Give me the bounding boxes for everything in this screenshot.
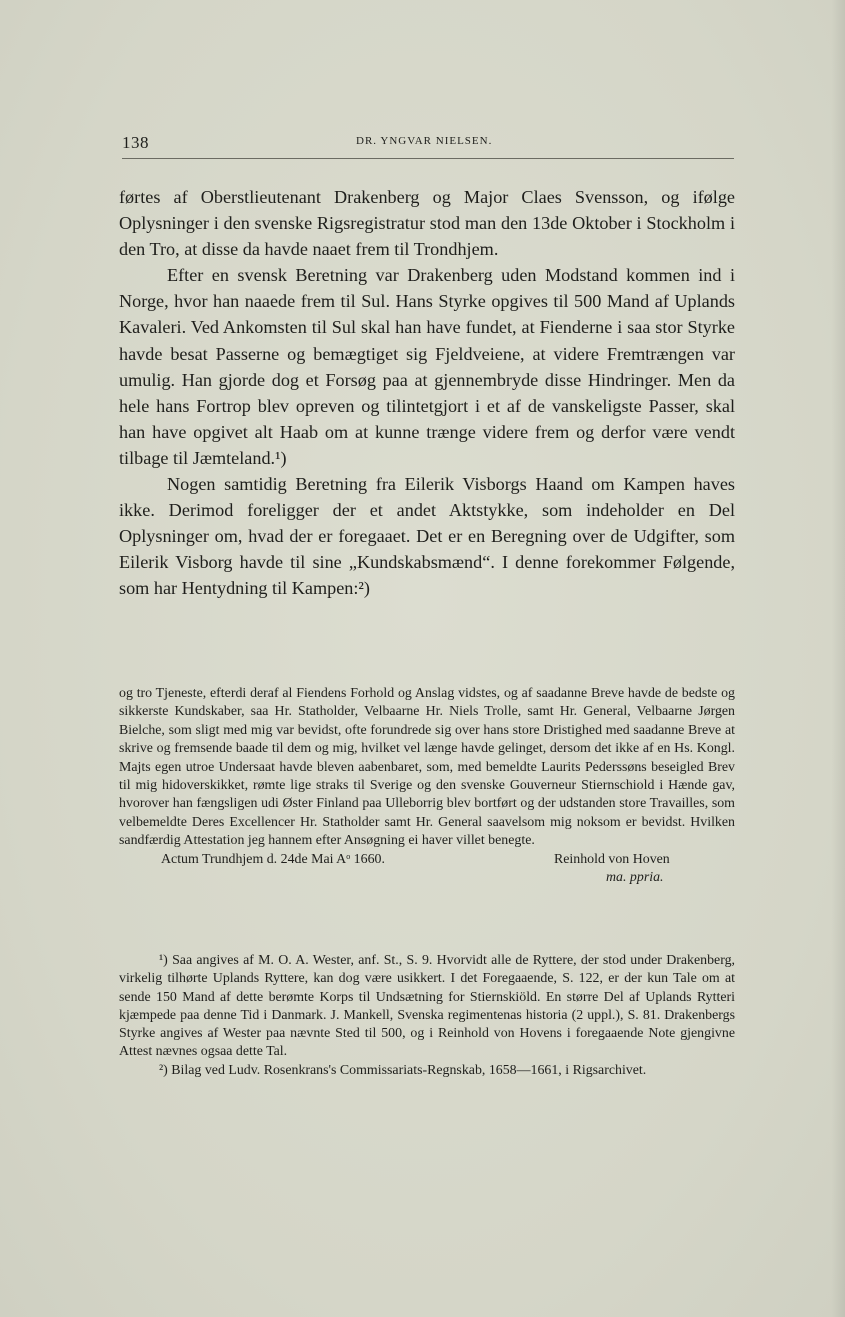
page-header bbox=[122, 132, 734, 159]
quote-signature-note: ma. ppria. bbox=[606, 870, 664, 886]
page-number: 138 bbox=[122, 133, 149, 152]
footnote-1: ¹) Saa angives af M. O. A. Wester, anf. St., S. 9. Hvorvidt alle de Ryttere, der stod under Drakenberg, virkelig tilhørte Uplands Ryttere, kan dog være usikkert. I det Foregaaende, S. 122, er der kun Tale om at sende 150 Mand af dette berømte Korps til Undsætning for Stiernskiöld. En større Del af Uplands Rytteri kjæmpede paa denne Tid i Danmark. J. Mankell, Svenska regimentenas historia (2 uppl.), S. 81. Drakenbergs Styrke angives af Wester paa nævnte Sted til 500, og i Reinhold von Hovens i foregaaende Note gjengivne Attest nævnes ogsaa dette Tal. bbox=[119, 953, 735, 1060]
quote-text: og tro Tjeneste, efterdi deraf al Fiendens Forhold og Anslag vidstes, og af saadanne Breve havde de bedste og sikkerste Kundskaber, saa Hr. Statholder, Velbaarne Hr. Niels Trolle, samt Hr. General, Velbaarne Jørgen Bielche, som sligt med mig var bevidst, ofte forundrede sig over hans store Dristighed med saadanne Breve at skrive og fremsende baade til dem og mig, hvilket vel længe havde gelinget, dersom det ikke af en Hs. Kongl. Majts egen utroe Undersaat havde bleven aabenbaret, som, med bemeldte Laurits Pederssøns beseigled Brev til mig hidoverskikket, rømte lige straks til Sverige og den svenske Gouverneur Stiernschiold i Hænde gav, hvorover han fængsligen udi Øster Finland paa Ulleborrig blev bortført og der udstanden store Travailles, som velbemeldte Deres Excellencer Hr. Statholder samt Hr. General saavelsom mig noksom er bevidst. Hvilken sandfærdig Attestation jeg hannem efter Ansøgning ei haver villet benegte. bbox=[119, 686, 735, 849]
running-head: DR. YNGVAR NIELSEN. bbox=[356, 135, 493, 147]
page-edge-shadow bbox=[831, 0, 845, 1317]
main-text bbox=[119, 184, 735, 602]
quote-dateline: Actum Trundhjem d. 24de Mai Aᵒ 1660. bbox=[161, 851, 385, 867]
paragraph-1: førtes af Oberstlieutenant Drakenberg og Major Claes Svensson, og ifølge Oplysninger i den svenske Rigsregistratur stod man den 13de Oktober i Stockholm i den Tro, at disse da havde naaet frem til Trondhjem. bbox=[119, 187, 735, 260]
quoted-document bbox=[119, 685, 735, 887]
footnote-2: ²) Bilag ved Ludv. Rosenkrans's Commissariats-Regnskab, 1658—1661, i Rigsarchivet. bbox=[159, 1062, 647, 1078]
paragraph-3: Nogen samtidig Beretning fra Eilerik Visborgs Haand om Kampen haves ikke. Derimod foreligger der et andet Aktstykke, som indeholder en Del Oplysninger om, hvad der er foregaaet. Det er en Beregning over de Udgifter, som Eilerik Visborg havde til sine „Kundskabsmænd“. I denne forekommer Følgende, som har Hentydning til Kampen:²) bbox=[119, 474, 735, 599]
quote-signature: Reinhold von Hoven bbox=[554, 851, 670, 867]
signature-line bbox=[119, 851, 735, 869]
signature-subline bbox=[119, 869, 735, 887]
paragraph-2: Efter en svensk Beretning var Drakenberg uden Modstand kommen ind i Norge, hvor han naaede frem til Sul. Hans Styrke opgives til 500 Mand af Uplands Kavaleri. Ved Ankomsten til Sul skal han have fundet, at Fienderne i saa stor Styrke havde besat Passerne og bemægtiget sig Fjeldveiene, at videre Fremtrængen var umulig. Han gjorde dog et Forsøg paa at gjennembryde disse Hindringer. Men da hele hans Fortrop blev opreven og tilintetgjort i et af de vanskeligste Passer, skal han have opgivet alt Haab om at kunne trænge videre frem og derfor være vendt tilbage til Jæmteland.¹) bbox=[119, 265, 735, 468]
footnotes bbox=[119, 952, 735, 1080]
